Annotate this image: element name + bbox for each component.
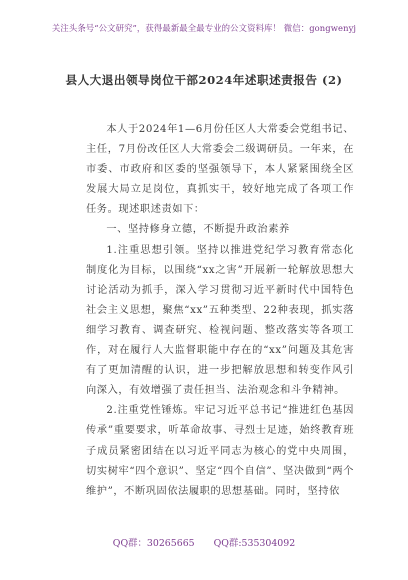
- document-body: [86, 120, 354, 502]
- document-title: 县人大退出领导岗位干部2024年述职述责报告 (2): [65, 73, 343, 87]
- intro-paragraph: 本人于2024年1—6月份任区人大常委会党组书记、主任，7月份改任区人大常委会二级调研员。一年来，在市委、市政府和区委的坚强领导下，本人紧紧围绕全区发展大局立足岗位，真抓实干，较好地完成了各项工作任务。现述职述责如下：: [86, 124, 354, 216]
- footer-qq-group-1: QQ群：30265665: [112, 538, 195, 549]
- section-heading: 一、坚持修身立德，不断提升政治素养: [106, 224, 290, 236]
- footer-qq-group-2: QQ群:535304092: [213, 538, 296, 549]
- body-paragraph: 1.注重思想引领。坚持以推进党纪学习教育常态化制度化为目标，以围绕“xx之害”开展新一轮解放思想大讨论活动为抓手，深入学习贯彻习近平新时代中国特色社会主义思想，聚焦“xx”五种类型、22种表现，抓实落细学习教育、调查研究、检视问题、整改落实等各项工作，对在履行人大监督职能中存在的“xx”问题及其危害有了更加清醒的认识，进一步把解放思想和转变作风引向深入，有效增强了责任担当、法治观念和斗争精神。: [86, 244, 354, 397]
- body-paragraph: 2.注重党性锤炼。牢记习近平总书记“推进红色基因传承”重要要求，听革命故事、寻烈士足迹，始终教育班子成员紧密团结在以习近平同志为核心的党中央周围，切实树牢“四个意识”、坚定“四个自信”、坚决做到“两个维护”，不断巩固依法履职的思想基础。同时，坚持依: [86, 405, 354, 497]
- header-banner: 关注头条号“公文研究”，获得最新最全最专业的公文资料库！ 微信：gongwenyj: [51, 23, 357, 33]
- footer: [0, 535, 408, 549]
